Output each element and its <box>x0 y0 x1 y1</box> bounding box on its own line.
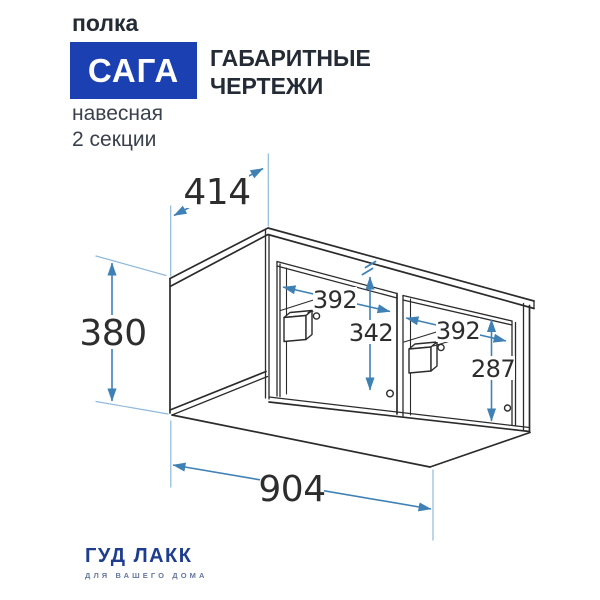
page-title-line1: ГАБАРИТНЫЕ <box>210 45 371 71</box>
dim-right-inner-height-label: 287 <box>470 355 516 383</box>
product-subtitle-line1: навесная <box>72 102 164 125</box>
wall-bracket-left <box>284 311 320 342</box>
dim-width-label: 904 <box>258 469 326 510</box>
dim-depth-label: 414 <box>183 172 251 213</box>
brand-logo-tagline: ДЛЯ ВАШЕГО ДОМА <box>85 571 208 580</box>
dim-right-section-width-label: 392 <box>435 317 481 345</box>
product-name: САГА <box>87 51 180 89</box>
dim-inner-height-label: 342 <box>348 319 394 347</box>
dim-left-section-width-label: 392 <box>312 286 358 314</box>
shelf-hole-icon <box>387 390 394 397</box>
dim-height-label: 380 <box>79 313 147 354</box>
wall-bracket-right <box>409 342 444 373</box>
shelf-hole-icon <box>505 405 511 411</box>
brand-logo-name: ГУД ЛАКК <box>85 545 193 567</box>
product-category: полка <box>72 10 139 36</box>
mount-hole-icon <box>438 344 444 350</box>
shelf-outline <box>170 228 534 467</box>
product-subtitle-line2: 2 секции <box>72 128 157 151</box>
brand-logo <box>85 545 208 580</box>
page-title-line2: ЧЕРТЕЖИ <box>210 73 324 99</box>
